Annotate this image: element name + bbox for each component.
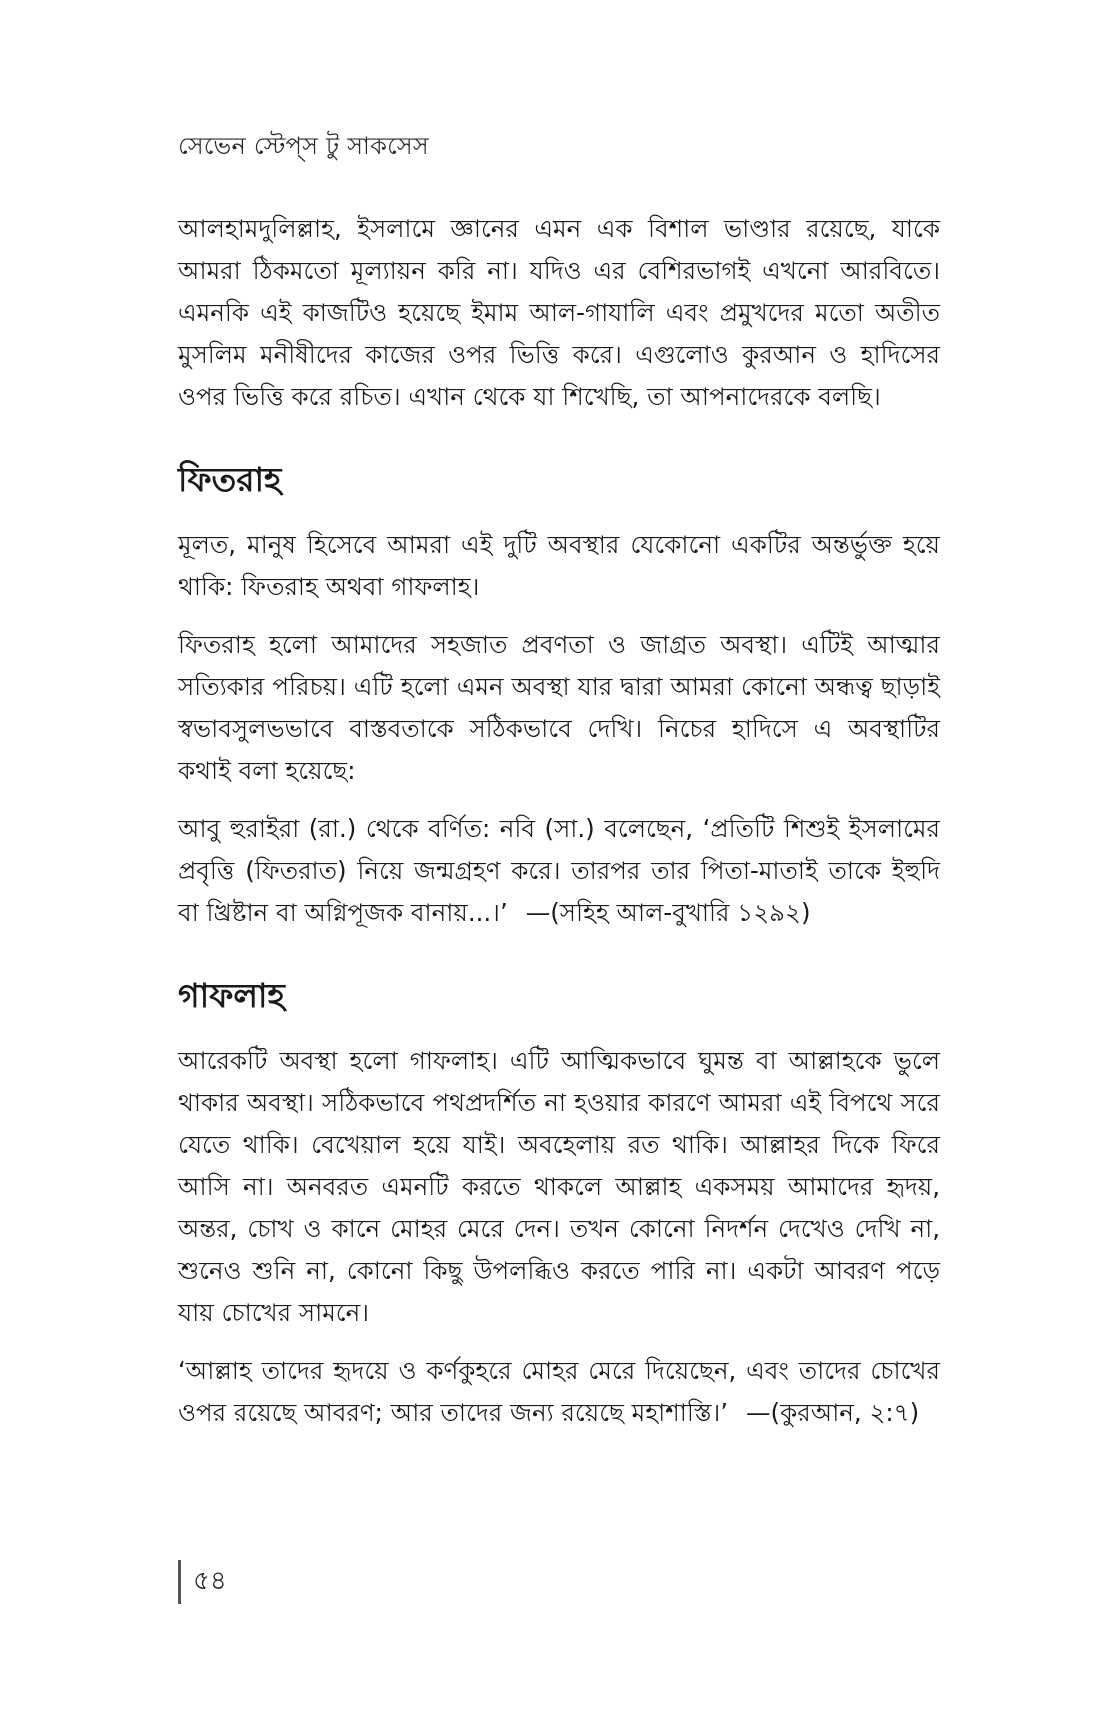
intro-paragraph: আলহামদুলিল্লাহ, ইসলামে জ্ঞানের এমন এক বিশাল ভাণ্ডার রয়েছে, যাকে আমরা ঠিকমতো মূল্যায়ন করি না। যদিও এর বেশিরভাগই এখনো আরবিতে। এমনকি এই কাজটিও হয়েছে ইমাম আল-গাযালি এবং প্রমুখদের মতো অতীত মুসলিম মনীষীদের কাজের ওপর ভিত্তি করে। এগুলোও কুরআন ও হাদিসের ওপর ভিত্তি করে রচিত। এখান থেকে যা শিখেছি, তা আপনাদেরকে বলছি। [178, 214, 940, 411]
fitrah-paragraph-2: ফিতরাহ হলো আমাদের সহজাত প্রবণতা ও জাগ্রত অবস্থা। এটিই আত্মার সত্যিকার পরিচয়। এটি হলো এমন অবস্থা যার দ্বারা আমরা কোনো অন্ধত্ব ছাড়াই স্বভাবসুলভভাবে বাস্তবতাকে সঠিকভাবে দেখি। নিচের হাদিসে এ অবস্থাটির কথাই বলা হয়েছে: [178, 630, 940, 785]
section-heading-ghaflah: গাফলাহ [178, 976, 285, 1015]
hadith-reference: —(সহিহ আল-বুখারি ১২৯২) [525, 898, 811, 927]
page-number: ৫৪ [193, 1566, 227, 1596]
quran-reference: —(কুরআন, ২:৭) [746, 1398, 920, 1427]
page-body [178, 208, 940, 1450]
ghaflah-paragraph-1: আরেকটি অবস্থা হলো গাফলাহ। এটি আত্মিকভাবে ঘুমন্ত বা আল্লাহকে ভুলে থাকার অবস্থা। সঠিকভাবে পথপ্রদর্শিত না হওয়ার কারণে আমরা এই বিপথে সরে যেতে থাকি। বেখেয়াল হয়ে যাই। অবহেলায় রত থাকি। আল্লাহর দিকে ফিরে আসি না। অনবরত এমনটি করতে থাকলে আল্লাহ একসময় আমাদের হৃদয়, অন্তর, চোখ ও কানে মোহর মেরে দেন। তখন কোনো নিদর্শন দেখেও দেখি না, শুনেও শুনি না, কোনো কিছু উপলব্ধিও করতে পারি না। একটা আবরণ পড়ে যায় চোখের সামনে। [178, 1046, 940, 1327]
page-footer [178, 1560, 227, 1604]
running-head: সেভেন স্টেপ্‌স টু সাকসেস [178, 132, 429, 160]
fitrah-paragraph-1: মূলত, মানুষ হিসেবে আমরা এই দুটি অবস্থার যেকোনো একটির অন্তর্ভুক্ত হয়ে থাকি: ফিতরাহ অথবা গাফলাহ। [178, 530, 940, 601]
section-heading-fitrah: ফিতরাহ [178, 460, 282, 499]
quran-text: ‘আল্লাহ তাদের হৃদয়ে ও কর্ণকুহরে মোহর মেরে দিয়েছেন, এবং তাদের চোখের ওপর রয়েছে আবরণ; আর তাদের জন্য রয়েছে মহাশাস্তি।’ [178, 1356, 940, 1427]
folio-divider [178, 1560, 181, 1604]
hadith-quote [178, 808, 940, 934]
hadith-text: আবু হুরাইরা (রা.) থেকে বর্ণিত: নবি (সা.) বলেছেন, ‘প্রতিটি শিশুই ইসলামের প্রবৃত্তি (ফিতরাত) নিয়ে জন্মগ্রহণ করে। তারপর তার পিতা-মাতাই তাকে ইহুদি বা খ্রিষ্টান বা অগ্নিপূজক বানায়...।’ [178, 814, 940, 927]
quran-quote [178, 1350, 940, 1434]
